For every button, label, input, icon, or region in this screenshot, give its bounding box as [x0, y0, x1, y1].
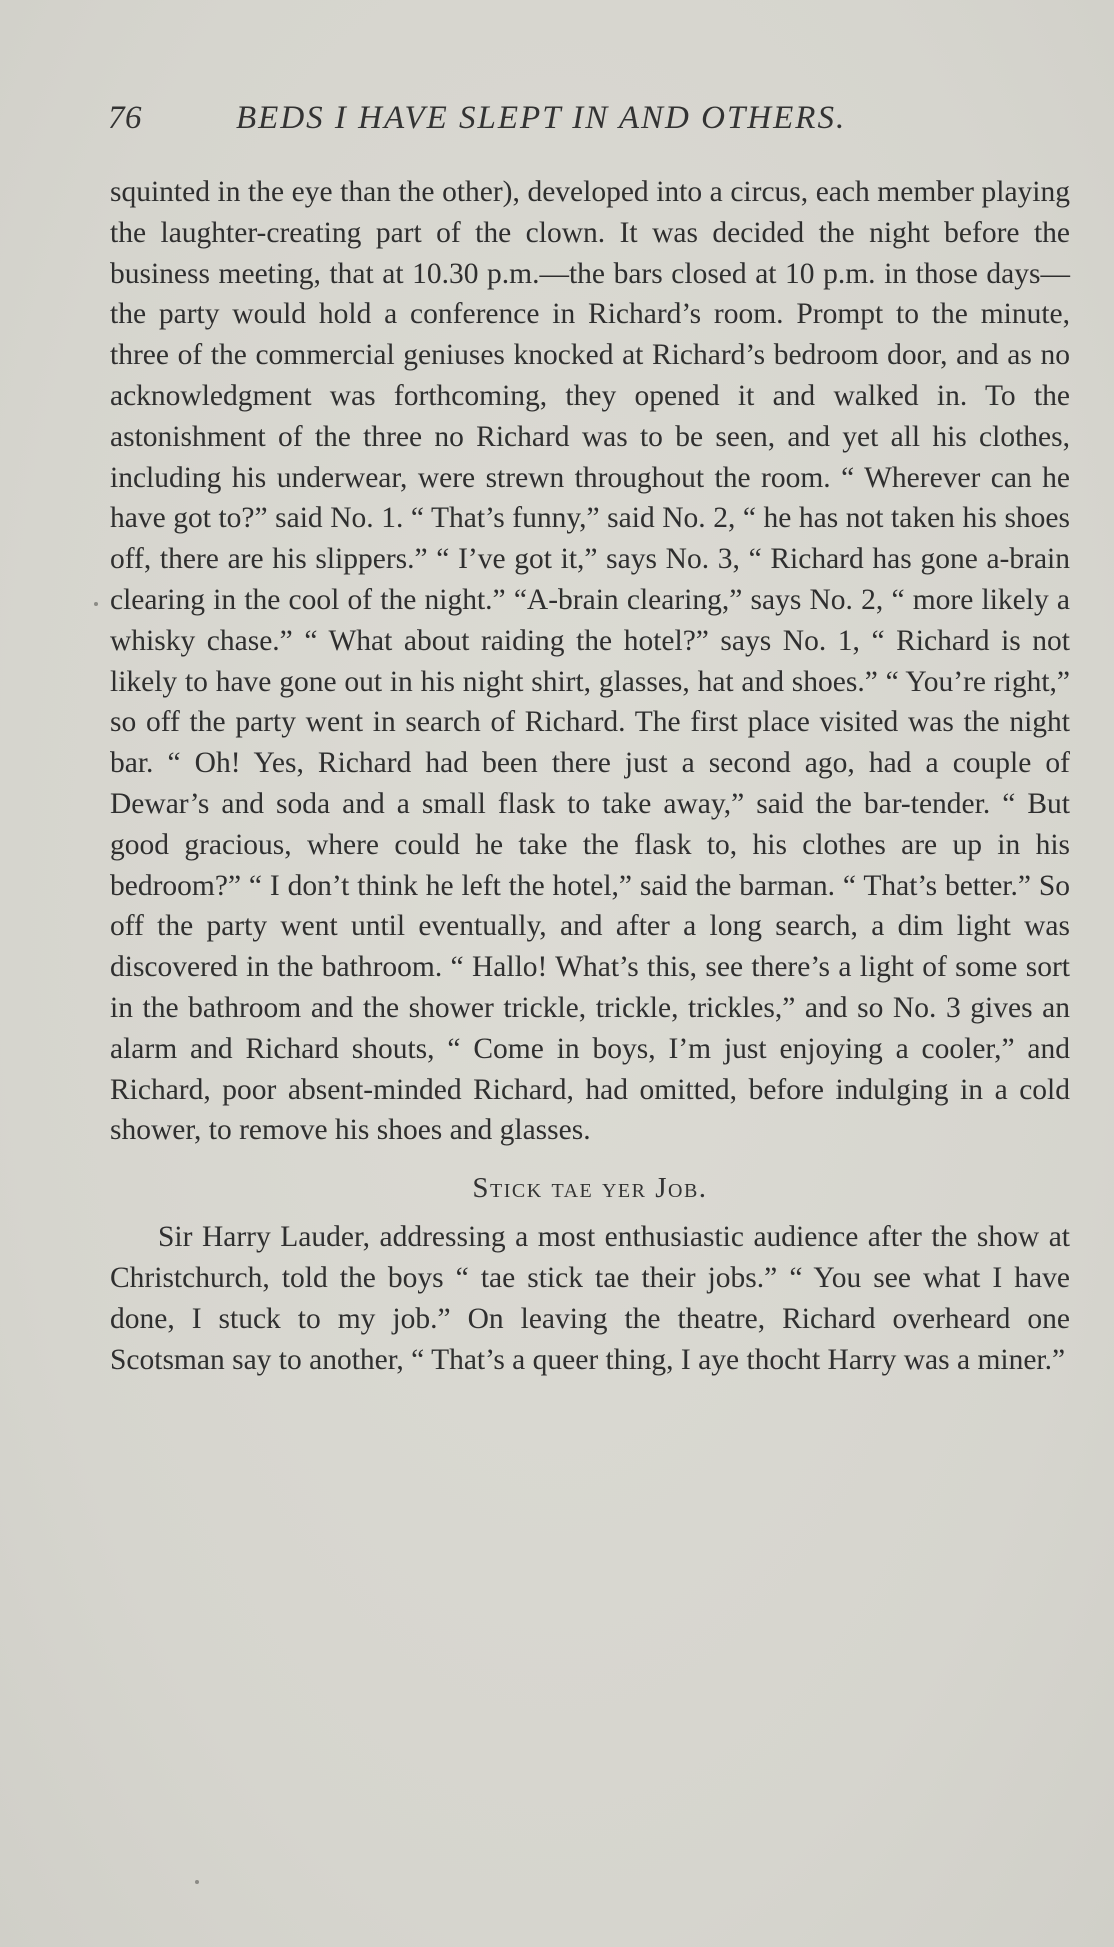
paragraph-harry-lauder: Sir Harry Lauder, addressing a most enthusiastic audience after the show at Christchurch, told the boys “ tae stick tae their jobs.” “ You see what I have done, I stuck to my job.” On leaving the theatre, Richard overheard one Scotsman say to another, “ That’s a queer thing, I aye thocht Harry was a miner.”: [110, 1221, 1070, 1376]
paragraph-richard-shower: squinted in the eye than the other), developed into a circus, each member playing the laughter-creating part of the clown. It was decided the night before the business meeting, that at 10.30 p.m.—the bars closed at 10 p.m. in those days—the party would hold a conference in Richard’s room. Prompt to the minute, three of the commercial geniuses knocked at Richard’s bedroom door, and as no acknowledgment was forthcoming, they opened it and walked in. To the astonishment of the three no Richard was to be seen, and yet all his clothes, including his underwear, were strewn throughout the room. “ Wherever can he have got to?” said No. 1. “ That’s funny,” said No. 2, “ he has not taken his shoes off, there are his slippers.” “ I’ve got it,” says No. 3, “ Richard has gone a-brain clearing in the cool of the night.” “A-brain clearing,” says No. 2, “ more likely a whisky chase.” “ What about raiding the hotel?” says No. 1, “ Richard is not likely to have gone out in his night shirt, glasses, hat and shoes.” “ You’re right,” so off the party went in search of Richard. The first place visited was the night bar. “ Oh! Yes, Richard had been there just a second ago, had a couple of Dewar’s and soda and a small flask to take away,” said the bar-tender. “ But good gracious, where could he take the flask to, his clothes are up in his bedroom?” “ I don’t think he left the hotel,” said the barman. “ That’s better.” So off the party went until eventually, and after a long search, a dim light was discovered in the bathroom. “ Hallo! What’s this, see there’s a light of some sort in the bathroom and the shower trickle, trickle, trickles,” and so No. 3 gives an alarm and Richard shouts, “ Come in boys, I’m just enjoying a cooler,” and Richard, poor absent-minded Richard, had omitted, before indulging in a cold shower, to remove his shoes and glasses.: [110, 176, 1070, 1147]
page-number: 76: [108, 100, 142, 136]
section-heading: Stick tae yer Job.: [472, 1172, 708, 1205]
running-title: BEDS I HAVE SLEPT IN AND OTHERS.: [236, 100, 847, 136]
print-speck: [94, 602, 98, 606]
body-text: [110, 172, 1070, 1380]
running-header: [108, 96, 1068, 140]
print-speck: [195, 1880, 199, 1884]
